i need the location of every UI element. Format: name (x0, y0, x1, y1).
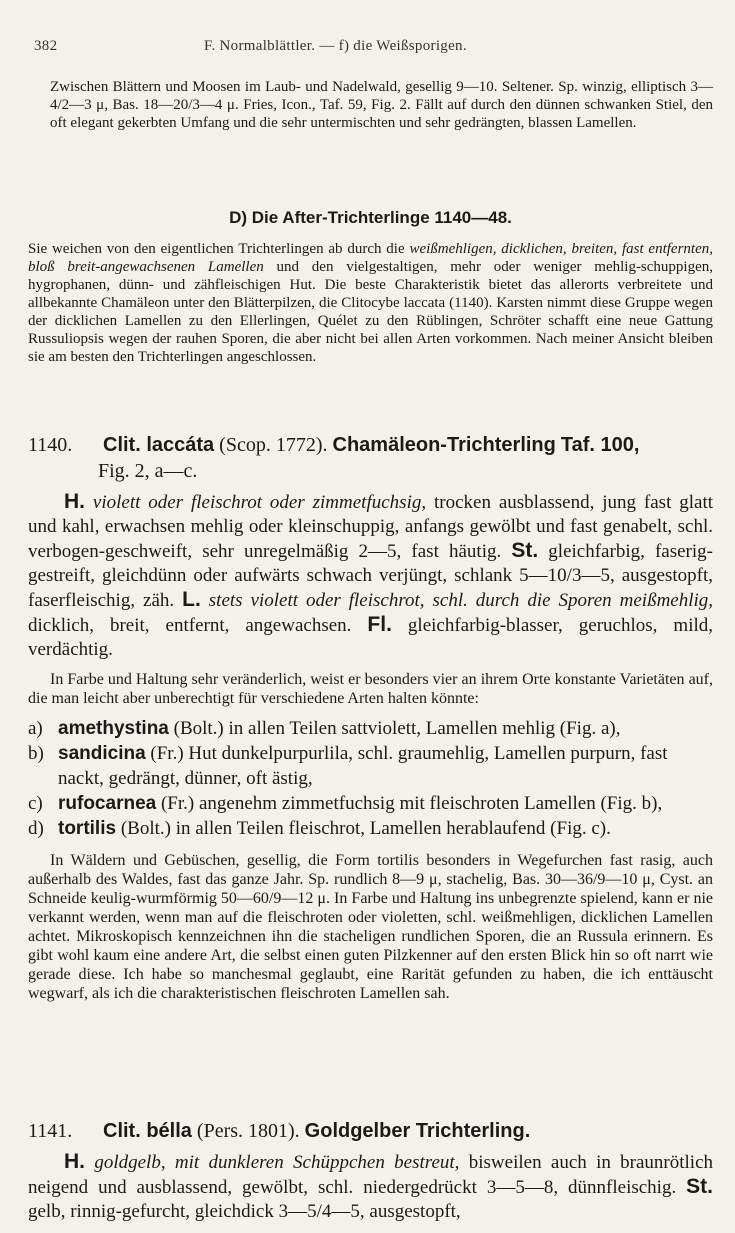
key-stiel: St. (511, 539, 539, 562)
entry-1140 (28, 432, 713, 1003)
intro-carryover: Zwischen Blättern und Moosen im Laub- und Nadelwald, gesellig 9—10. Seltener. Sp. winzig, elliptisch 3—4/2—3 μ, Bas. 18—20/3—4 μ. Fries, Icon., Taf. 59, Fig. 2. Fällt auf durch den dünnen schwanken Stiel, den oft elegant gekerbten Umfang und die sehr untermischten und sehr gedrängten, blassen Lamellen. (50, 79, 713, 131)
variety-author: (Bolt.) (173, 718, 224, 739)
stiel-text: gleichfarbig, faserig-gestreift, gleichdünn oder aufwärts schwach verjüngt, schlank 5—10/3—5, ausgestopft, faserfleischig, zäh. (28, 541, 713, 611)
variety-author: (Fr.) (150, 743, 184, 764)
entry-number: 1140. (28, 434, 73, 456)
variety-name: amethystina (58, 718, 169, 739)
lamellen-emphasis: stets violett oder fleischrot, schl. durch die Sporen meißmehlig, (208, 590, 714, 611)
page-number: 382 (34, 38, 58, 54)
variety-text: in allen Teilen fleischrot, Lamellen herablaufend (Fig. c). (170, 818, 611, 839)
hut-emphasis: goldgelb, mit dunkleren Schüppchen bestreut, (94, 1152, 460, 1173)
entry-1140-description (28, 490, 713, 662)
figure-ref: Fig. 2, a—c. (98, 460, 198, 482)
common-name: Goldgelber Trichterling. (304, 1120, 531, 1142)
key-lamellen: L. (182, 588, 201, 611)
fleisch-text: gleichfarbig-blasser, geruchlos, mild, verdächtig. (28, 615, 714, 660)
key-hut: H. (64, 490, 85, 513)
variety-text: Hut dunkelpurpurlila, schl. graumehlig, Lamellen purpurn, fast nackt, gedrängt, dünner, oft ästig, (58, 743, 668, 789)
section-body-emphasis: weißmehligen, dicklichen, breiten, fast entfernten, bloß breit-angewachsenen Lamellen (28, 241, 713, 275)
section-body-a: Sie weichen von den eigentlichen Trichterlingen ab durch die (28, 241, 410, 257)
key-stiel: St. (686, 1175, 714, 1198)
key-hut: H. (64, 1150, 85, 1173)
plate-ref: Taf. 100, (560, 434, 640, 456)
variety-intro: In Farbe und Haltung sehr veränderlich, weist er besonders vier an ihrem Orte konstante Varietäten auf, die man leicht aber unberechtigt für verschiedene Arten halten könnte: (28, 671, 713, 707)
lamellen-text: dicklich, breit, entfernt, angewachsen. (28, 615, 352, 636)
hut-emphasis: violett oder fleischrot oder zimmetfuchsig, (92, 492, 427, 513)
variety-label: b) (28, 743, 44, 764)
variety-name: sandicina (58, 743, 146, 764)
species-author: (Pers. 1801). (196, 1120, 300, 1142)
variety-item (28, 741, 713, 791)
section-d (28, 208, 713, 366)
species-author: (Scop. 1772). (219, 434, 328, 456)
variety-list (28, 716, 713, 841)
hut-text: bisweilen auch in braunrötlich neigend und ausblassend, gewölbt, schl. niedergedrückt 3—5—8, dünnfleischig. (28, 1152, 714, 1198)
variety-name: rufocarnea (58, 793, 157, 814)
entry-number: 1141. (28, 1120, 73, 1142)
variety-item (28, 816, 713, 841)
variety-author: (Fr.) (160, 793, 195, 814)
common-name: Chamäleon-Trichterling (332, 434, 556, 456)
stiel-text: gelb, rinnig-gefurcht, gleichdick 3—5/4—5, ausgestopft, (28, 1201, 461, 1222)
entry-1140-heading (28, 432, 713, 484)
variety-item (28, 716, 713, 741)
species-name: Clit. bélla (103, 1120, 192, 1142)
variety-label: a) (28, 718, 43, 739)
species-name: Clit. laccáta (103, 434, 215, 456)
variety-label: c) (28, 793, 43, 814)
section-title: D) Die After-Trichterlinge 1140—48. (229, 208, 512, 227)
intro-carryover-block (50, 78, 713, 132)
key-fleisch: Fl. (367, 613, 392, 636)
section-body (28, 240, 713, 366)
entry-1141-heading (28, 1118, 713, 1144)
hut-text: trocken ausblassend, jung fast glatt und kahl, erwachsen mehlig oder kleinschuppig, anfangs gewölbt und fast genabelt, schl. verbogen-geschweift, sehr unregelmäßig 2—5, fast häutig. (28, 492, 714, 562)
entry-1141-description (28, 1150, 713, 1224)
entry-1141 (28, 1118, 713, 1224)
variety-item (28, 791, 713, 816)
variety-author: (Bolt.) (120, 818, 171, 839)
variety-name: tortilis (58, 818, 117, 839)
variety-text: angenehm zimmetfuchsig mit fleischroten Lamellen (Fig. b), (194, 793, 663, 814)
variety-text: in allen Teilen sattviolett, Lamellen mehlig (Fig. a), (223, 718, 621, 739)
section-body-b: und den vielgestaltigen, mehr oder weniger mehlig-schuppigen, hygrophanen, dünn- und zähfleischigen Hut. Die beste Charakteristik bietet das allerorts verbreitete und allbekannte Chamäleon unter den Blätterpilzen, die Clitocybe laccata (1140). Karsten nimmt diese Gruppe wegen der dicklichen Lamellen zu den Ellerlingen, Quélet zu den Rüblingen, Schröter schafft eine neue Gattung Russuliopsis wegen der rauhen Sporen, die aber nicht bei allen Arten vorkommen. Nach meiner Ansicht bleiben sie am besten den Trichterlingen angeschlossen. (28, 259, 714, 365)
running-title: F. Normalblättler. — f) die Weißsporigen. (204, 38, 467, 54)
variety-label: d) (28, 818, 44, 839)
entry-1140-closing: In Wäldern und Gebüschen, gesellig, die Form tortilis besonders in Wegefurchen fast rasig, auch außerhalb des Waldes, fast das ganze Jahr. Sp. rundlich 8—9 μ, stachelig, Bas. 30—36/9—10 μ, Cyst. an Schneide keulig-wurmförmig 50—60/9—12 μ. In Farbe und Haltung ins unbegrenzte spielend, kann er nie verkannt werden, wenn man auf die fleischroten oder violetten, schl. weißmehligen, dicklichen Lamellen achtet. Mikroskopisch kennzeichnen ihn die stacheligen rundlichen Sporen, die an Russula erinnern. Es gibt wohl kaum eine andere Art, die selbst einen guten Pilzkenner auf den ersten Blick hin so oft narrt wie gerade diese. Ich habe so manchesmal geglaubt, eine Rarität gefunden zu haben, die ich enttäuscht wegwarf, als ich die charakteristischen fleischroten Lamellen sah. (28, 852, 713, 1002)
